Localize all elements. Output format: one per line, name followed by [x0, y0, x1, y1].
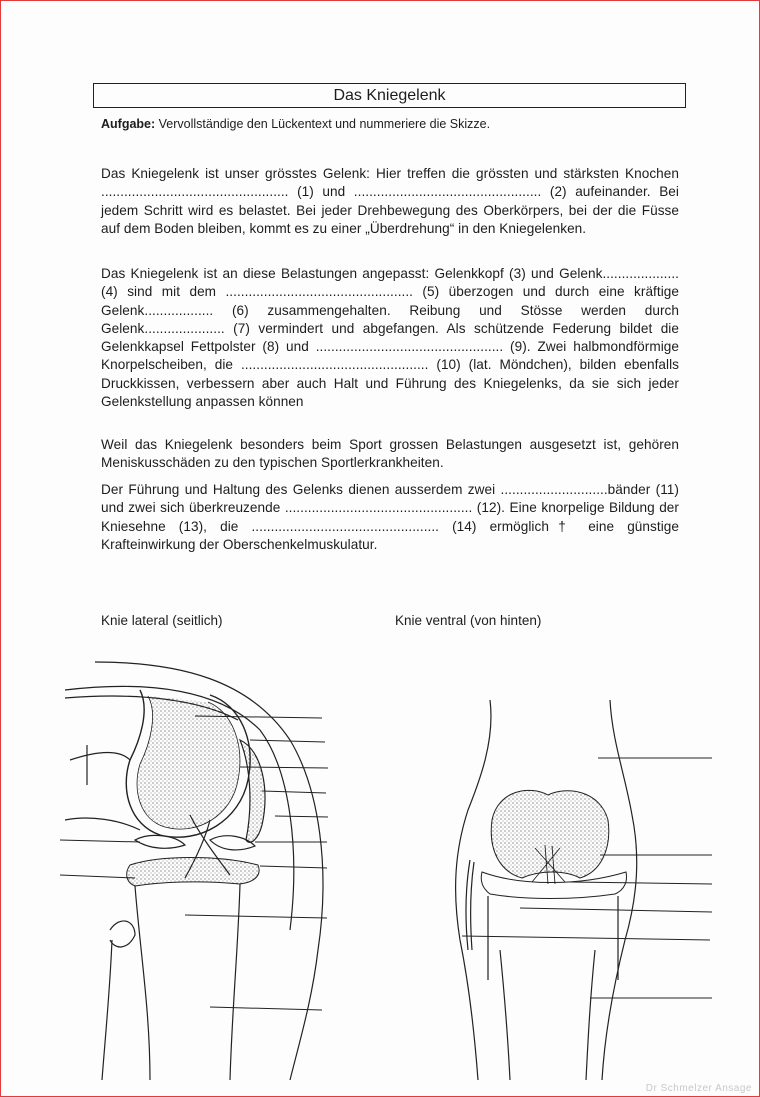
caption-ventral: Knie ventral (von hinten) [395, 613, 542, 628]
task-label: Aufgabe: [101, 117, 156, 131]
knee-diagrams [0, 650, 760, 1080]
paragraph-3: Weil das Kniegelenk besonders beim Sport grossen Belastungen ausgesetzt ist, gehören Meniskusschäden zu den typischen Sportlerkrankheiten. [101, 437, 679, 471]
task-text: Vervollständige den Lückentext und nummeriere die Skizze. [155, 117, 491, 131]
paragraph-1: Das Kniegelenk ist unser grösstes Gelenk: Hier treffen die grössten und stärksten Knochen ................................................. (1) und ................................................. (2) aufeinander. Bei jedem Schritt wird es belastet. Bei jeder Drehbewegung des Oberkörpers, bei der die Füsse auf dem Boden bleiben, kommt es zu einer „Überdrehung“ in den Kniegelenken. [101, 166, 679, 236]
watermark: Dr Schmelzer Ansage [645, 1083, 752, 1094]
ventral-knee-diagram [456, 700, 637, 1080]
ventral-leader-lines [462, 758, 712, 998]
caption-lateral: Knie lateral (seitlich) [101, 613, 223, 628]
task-instruction [101, 117, 490, 131]
page-title: Das Kniegelenk [93, 83, 686, 108]
paragraph-4: Der Führung und Haltung des Gelenks dienen ausserdem zwei ............................bänder (11) und zwei sich überkreuzende ................................................. (12). Eine knorpelige Bildung der Kniesehne (13), die ................................................. (14) ermöglich† eine günstige Krafteinwirkung der Oberschenkelmuskulatur. [101, 482, 679, 552]
paragraph-2: Das Kniegelenk ist an diese Belastungen angepasst: Gelenkkopf (3) und Gelenk.................... (4) sind mit dem ................................................. (5) überzogen und durch eine kräftige Gelenk.................. (6) zusammengehalten. Reibung und Stösse werden durch Gelenk..................... (7) vermindert und abgefangen. Als schützende Federung bildet die Gelenkkapsel Fettpolster (8) und ................................................. (9). Zwei halbmondförmige Knorpelscheiben, die ................................................. (10) (lat. Möndchen), bilden ebenfalls Druckkissen, verbessern aber auch Halt und Führung des Kniegelenks, da sie sich jeder Gelenkstellung anpassen können [101, 266, 679, 410]
lateral-knee-diagram [65, 662, 323, 1080]
